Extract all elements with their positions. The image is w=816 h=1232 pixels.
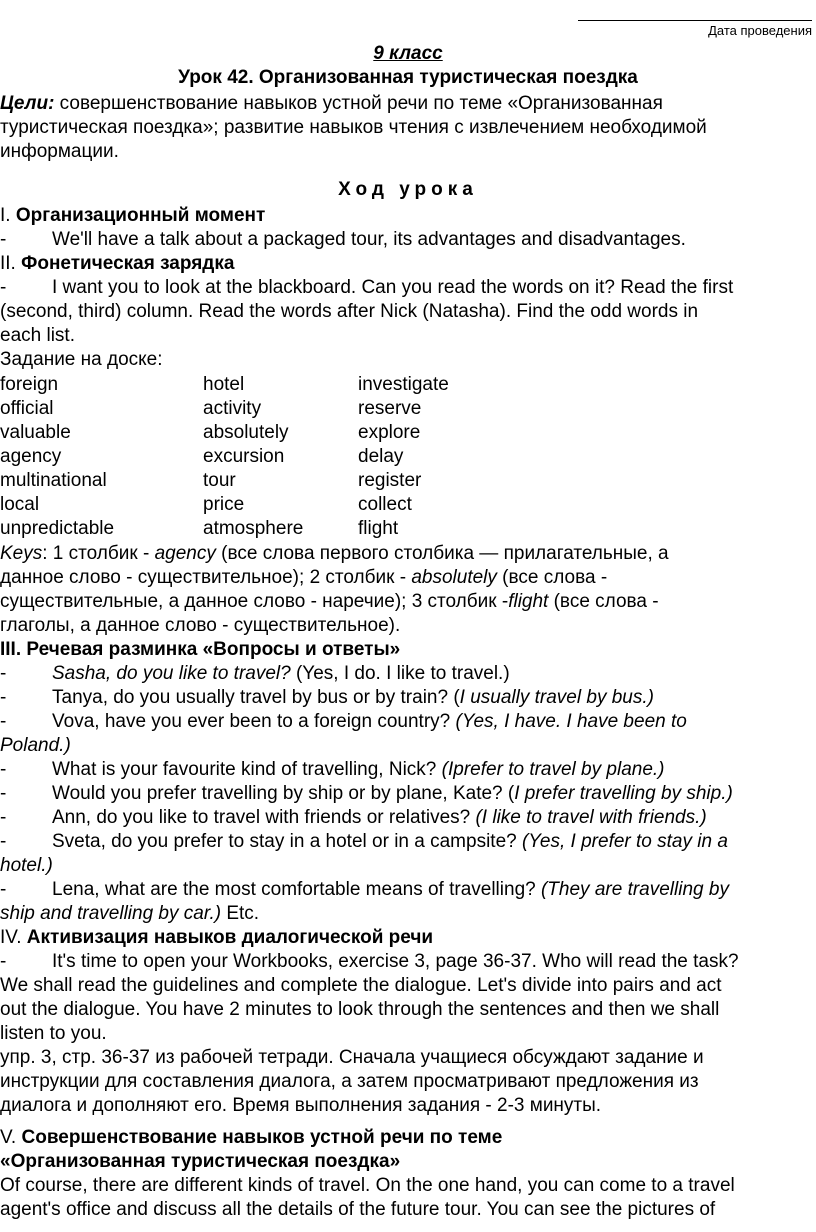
date-underline: [578, 20, 812, 21]
section-4-text: listen to you.: [0, 1023, 107, 1044]
table-row: [0, 445, 558, 469]
keys-paragraph: [0, 542, 812, 638]
question: What is your favourite kind of travelling, Nick?: [52, 759, 442, 780]
section-4-number: IV.: [0, 927, 22, 948]
keys-answer: agency: [154, 543, 216, 564]
answer: (They are travelling by: [540, 879, 729, 900]
grade-heading: 9 класс: [373, 43, 443, 64]
answer: I usually travel by bus.): [459, 687, 654, 708]
section-2-line-2: (second, third) column. Read the words after Nick (Natasha). Find the odd words in: [0, 301, 699, 322]
section-4-text: It's time to open your Workbooks, exercise 3, page 36-37. Who will read the task?: [52, 951, 739, 972]
word-cell: tour: [203, 470, 236, 491]
section-5: [0, 1126, 812, 1222]
keys-answer: absolutely: [411, 567, 497, 588]
section-5-heading-cont: «Организованная туристическая поездка»: [0, 1151, 401, 1172]
section-1: [0, 204, 812, 252]
answer: I prefer travelling by ship.): [514, 783, 733, 804]
dash-marker: -: [0, 663, 7, 684]
section-2-line-3: each list.: [0, 325, 75, 346]
keys-text: существительные, а данное слово - наречие); 3 столбик -: [0, 591, 509, 612]
question: Ann, do you like to travel with friends or relatives?: [52, 807, 476, 828]
section-4-text: диалога и дополняют его. Время выполнения задания - 2-3 минуты.: [0, 1095, 602, 1116]
answer: (Yes, I do. I like to travel.): [290, 663, 510, 684]
table-row: [0, 493, 558, 517]
word-cell: foreign: [0, 374, 59, 395]
table-row: [0, 421, 558, 445]
word-cell: register: [358, 470, 422, 491]
section-2-heading: Фонетическая зарядка: [21, 253, 235, 274]
section-4-text: out the dialogue. You have 2 minutes to look through the sentences and then we shall: [0, 999, 720, 1020]
course-heading: Ход урока: [338, 179, 478, 200]
section-2-line-1: I want you to look at the blackboard. Can you read the words on it? Read the first: [52, 277, 734, 298]
word-cell: reserve: [358, 398, 422, 419]
section-1-number: I.: [0, 205, 11, 226]
lesson-title: Урок 42. Организованная туристическая поездка: [178, 67, 638, 88]
section-4-heading: Активизация навыков диалогической речи: [26, 927, 434, 948]
question: Vova, have you ever been to a foreign country?: [52, 711, 456, 732]
section-5-text: Of course, there are different kinds of travel. On the one hand, you can come to a travel: [0, 1175, 735, 1196]
section-5-heading: Совершенствование навыков устной речи по теме: [21, 1127, 503, 1148]
word-cell: atmosphere: [203, 518, 304, 539]
answer: (Yes, I prefer to stay in a: [521, 831, 728, 852]
dash-marker: -: [0, 783, 7, 804]
question: Lena, what are the most comfortable means of travelling?: [52, 879, 541, 900]
keys-text: данное слово - существительное); 2 столбик -: [0, 567, 412, 588]
dash-marker: -: [0, 831, 7, 852]
dash-marker: -: [0, 807, 7, 828]
dash-marker: -: [0, 687, 7, 708]
word-columns-table: [0, 373, 558, 541]
goals-text-1: совершенствование навыков устной речи по теме «Организованная: [54, 93, 663, 114]
section-3: [0, 638, 812, 926]
word-cell: excursion: [203, 446, 285, 467]
question: Sasha, do you like to travel?: [52, 663, 291, 684]
keys-label: Keys: [0, 543, 43, 564]
word-cell: flight: [358, 518, 399, 539]
date-label: Дата проведения: [708, 23, 812, 38]
dash-marker: -: [0, 277, 7, 298]
answer: (Iprefer to travel by plane.): [441, 759, 665, 780]
question: Tanya, do you usually travel by bus or by train? (: [52, 687, 460, 708]
goals-label: Цели:: [0, 93, 55, 114]
section-5-text: agent's office and discuss all the details of the future tour. You can see the pictures of: [0, 1199, 716, 1220]
dash-marker: -: [0, 759, 7, 780]
word-cell: unpredictable: [0, 518, 115, 539]
goals-paragraph: [0, 92, 812, 164]
goals-text-2: туристическая поездка»; развитие навыков чтения с извлечением необходимой: [0, 117, 707, 138]
dash-marker: -: [0, 711, 7, 732]
section-1-line: We'll have a talk about a packaged tour, its advantages and disadvantages.: [52, 229, 686, 250]
table-row: [0, 373, 558, 397]
answer: ship and travelling by car.): [0, 903, 222, 924]
section-4-text: We shall read the guidelines and complete the dialogue. Let's divide into pairs and act: [0, 975, 722, 996]
goals-text-3: информации.: [0, 141, 119, 162]
question: Would you prefer travelling by ship or by plane, Kate? (: [52, 783, 515, 804]
word-cell: collect: [358, 494, 412, 515]
word-cell: absolutely: [203, 422, 289, 443]
word-cell: explore: [358, 422, 421, 443]
word-cell: price: [203, 494, 245, 515]
keys-answer: flight: [508, 591, 549, 612]
table-row: [0, 517, 558, 541]
board-label: Задание на доске:: [0, 349, 163, 370]
table-row: [0, 469, 558, 493]
word-cell: valuable: [0, 422, 71, 443]
section-2-number: II.: [0, 253, 16, 274]
keys-text: : 1 столбик -: [42, 543, 155, 564]
dash-marker: -: [0, 879, 7, 900]
keys-text: глаголы, а данное слово - существительное).: [0, 615, 401, 636]
section-2: [0, 252, 812, 372]
answer: (Yes, I have. I have been to: [455, 711, 687, 732]
word-cell: agency: [0, 446, 62, 467]
section-3-number: III.: [0, 639, 22, 660]
table-row: [0, 397, 558, 421]
answer: hotel.): [0, 855, 53, 876]
word-cell: investigate: [358, 374, 449, 395]
word-cell: local: [0, 494, 40, 515]
keys-text: (все слова -: [496, 567, 608, 588]
section-3-heading: Речевая разминка «Вопросы и ответы»: [26, 639, 401, 660]
keys-text: (все слова первого столбика — прилагательные, а: [215, 543, 669, 564]
answer: Etc.: [221, 903, 260, 924]
section-5-number: V.: [0, 1127, 17, 1148]
word-cell: delay: [358, 446, 404, 467]
answer: (I like to travel with friends.): [475, 807, 707, 828]
dash-marker: -: [0, 229, 7, 250]
answer: Poland.): [0, 735, 71, 756]
section-1-heading: Организационный момент: [15, 205, 266, 226]
word-cell: multinational: [0, 470, 107, 491]
dash-marker: -: [0, 951, 7, 972]
section-4-text: упр. 3, стр. 36-37 из рабочей тетради. Сначала учащиеся обсуждают задание и: [0, 1047, 704, 1068]
question: Sveta, do you prefer to stay in a hotel or in a campsite?: [52, 831, 522, 852]
keys-text: (все слова -: [548, 591, 659, 612]
section-4: [0, 926, 812, 1118]
word-cell: hotel: [203, 374, 245, 395]
section-4-text: инструкции для составления диалога, а затем просматривают предложения из: [0, 1071, 699, 1092]
word-cell: official: [0, 398, 54, 419]
word-cell: activity: [203, 398, 262, 419]
